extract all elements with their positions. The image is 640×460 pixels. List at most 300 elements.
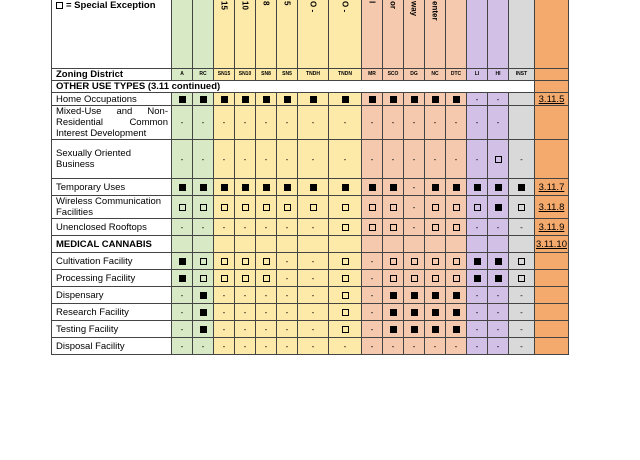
use-cell [404, 321, 425, 338]
use-label: Processing Facility [52, 270, 172, 287]
use-row [52, 236, 569, 253]
use-cell [256, 219, 277, 236]
reference-header [535, 0, 569, 69]
zoning-use-table [51, 0, 569, 355]
not-permitted-dash: - [201, 222, 205, 232]
use-cell [172, 196, 193, 219]
use-cell [446, 93, 467, 106]
use-cell [172, 321, 193, 338]
use-cell [214, 93, 235, 106]
use-cell [235, 338, 256, 355]
use-cell [277, 321, 298, 338]
not-permitted-dash: - [475, 290, 479, 300]
not-permitted-dash: - [311, 222, 315, 232]
use-label: Dispensary [52, 287, 172, 304]
not-permitted-dash: - [520, 290, 523, 300]
not-permitted-dash: - [243, 324, 247, 334]
not-permitted-dash: - [454, 154, 458, 164]
reference-cell [535, 304, 569, 321]
section-reference-link[interactable]: 3.11.9 [538, 221, 565, 233]
district-group-label: 8 [261, 1, 271, 6]
special-exception-symbol [284, 204, 291, 211]
district-group-label: way [409, 1, 419, 17]
reference-cell [535, 338, 569, 355]
use-cell [277, 93, 298, 106]
not-permitted-dash: - [475, 118, 479, 127]
not-permitted-dash: - [285, 118, 289, 127]
use-cell [446, 196, 467, 219]
district-code: MR [362, 69, 383, 81]
use-cell [362, 321, 383, 338]
permitted-symbol [453, 326, 460, 333]
district-group-label: O - [308, 1, 318, 13]
not-permitted-dash: - [243, 222, 247, 232]
use-cell [425, 338, 446, 355]
use-cell [214, 140, 235, 179]
permitted-symbol [369, 96, 376, 103]
not-permitted-dash: - [180, 222, 184, 232]
use-row [52, 196, 569, 219]
not-permitted-dash: - [264, 118, 268, 127]
use-cell [193, 338, 214, 355]
permitted-symbol [242, 96, 249, 103]
district-group-header [298, 0, 329, 69]
use-cell [193, 236, 214, 253]
use-cell [329, 304, 362, 321]
not-permitted-dash: - [433, 154, 437, 164]
use-cell [446, 140, 467, 179]
not-permitted-dash: - [311, 307, 315, 317]
zoning-district-row [52, 69, 569, 81]
use-cell [172, 219, 193, 236]
special-exception-symbol [432, 258, 439, 265]
use-cell [329, 236, 362, 253]
permitted-symbol [369, 184, 376, 191]
use-label: Sexually Oriented Business [52, 140, 172, 179]
special-exception-symbol [390, 258, 397, 265]
use-cell [214, 253, 235, 270]
use-cell [509, 304, 535, 321]
section-reference-link[interactable]: 3.11.7 [538, 181, 565, 193]
not-permitted-dash: - [370, 118, 374, 127]
use-cell [425, 304, 446, 321]
not-permitted-dash: - [343, 118, 347, 127]
section-reference-link[interactable]: 3.11.5 [538, 93, 565, 105]
use-cell [329, 338, 362, 355]
not-permitted-dash: - [180, 118, 184, 127]
special-exception-symbol [221, 275, 228, 282]
not-permitted-dash: - [264, 341, 268, 351]
district-group-header [214, 0, 235, 69]
not-permitted-dash: - [264, 154, 268, 164]
district-code: A [172, 69, 193, 81]
district-group-header [488, 0, 509, 69]
use-cell [214, 270, 235, 287]
not-permitted-dash: - [433, 341, 437, 351]
reference-cell [535, 219, 569, 236]
use-cell [425, 179, 446, 196]
permitted-symbol [179, 184, 186, 191]
use-cell [235, 219, 256, 236]
use-cell [362, 304, 383, 321]
not-permitted-dash: - [311, 341, 315, 351]
use-cell [509, 236, 535, 253]
not-permitted-dash: - [475, 324, 479, 334]
not-permitted-dash: - [180, 307, 184, 317]
use-cell [509, 93, 535, 106]
use-cell [467, 270, 488, 287]
not-permitted-dash: - [496, 307, 500, 317]
use-cell [298, 106, 329, 140]
legend-cell [52, 0, 172, 69]
use-cell [509, 253, 535, 270]
not-permitted-dash: - [180, 290, 184, 300]
use-cell [277, 304, 298, 321]
use-cell [446, 270, 467, 287]
not-permitted-dash: - [285, 154, 289, 164]
use-cell [467, 93, 488, 106]
not-permitted-dash: - [311, 324, 315, 334]
permitted-symbol [342, 96, 349, 103]
use-cell [425, 219, 446, 236]
not-permitted-dash: - [264, 307, 268, 317]
special-exception-symbol [390, 275, 397, 282]
permitted-symbol [432, 96, 439, 103]
use-label: MEDICAL CANNABIS [52, 236, 172, 253]
use-cell [467, 140, 488, 179]
special-exception-symbol [263, 275, 270, 282]
special-exception-symbol [221, 258, 228, 265]
use-cell [362, 236, 383, 253]
use-row [52, 140, 569, 179]
not-permitted-dash: - [243, 341, 247, 351]
use-cell [172, 253, 193, 270]
not-permitted-dash: - [370, 307, 374, 317]
use-cell [193, 253, 214, 270]
not-permitted-dash: - [496, 341, 500, 351]
special-exception-symbol [310, 204, 317, 211]
permitted-symbol [263, 184, 270, 191]
use-cell [383, 287, 404, 304]
use-cell [277, 236, 298, 253]
use-label: Research Facility [52, 304, 172, 321]
permitted-symbol [390, 326, 397, 333]
use-cell [277, 219, 298, 236]
not-permitted-dash: - [201, 154, 205, 164]
not-permitted-dash: - [496, 94, 500, 104]
use-cell [488, 196, 509, 219]
special-exception-symbol [242, 204, 249, 211]
permitted-symbol [495, 275, 502, 282]
use-cell [298, 179, 329, 196]
use-cell [362, 287, 383, 304]
not-permitted-dash: - [370, 154, 374, 164]
use-cell [383, 236, 404, 253]
use-cell [298, 304, 329, 321]
use-cell [488, 338, 509, 355]
header-group-row [52, 0, 569, 69]
not-permitted-dash: - [412, 154, 416, 164]
not-permitted-dash: - [311, 273, 315, 283]
use-cell [329, 106, 362, 140]
not-permitted-dash: - [412, 118, 416, 127]
not-permitted-dash: - [496, 222, 500, 232]
section-reference-link[interactable]: 3.11.10 [536, 238, 567, 250]
permitted-symbol [200, 184, 207, 191]
use-cell [277, 338, 298, 355]
district-code: SN15 [214, 69, 235, 81]
use-cell [467, 236, 488, 253]
special-exception-symbol [342, 204, 349, 211]
district-code: SN5 [277, 69, 298, 81]
permitted-symbol [453, 96, 460, 103]
special-exception-symbol [342, 309, 349, 316]
use-cell [277, 140, 298, 179]
permitted-symbol [390, 292, 397, 299]
not-permitted-dash: - [285, 222, 289, 232]
use-cell [329, 93, 362, 106]
permitted-symbol [411, 309, 418, 316]
permitted-symbol [453, 309, 460, 316]
not-permitted-dash: - [222, 290, 226, 300]
not-permitted-dash: - [370, 256, 374, 266]
reference-cell [535, 270, 569, 287]
not-permitted-dash: - [370, 341, 374, 351]
not-permitted-dash: - [454, 341, 458, 351]
use-cell [193, 321, 214, 338]
use-cell [446, 321, 467, 338]
not-permitted-dash: - [496, 118, 500, 127]
special-exception-symbol [263, 258, 270, 265]
not-permitted-dash: - [222, 324, 226, 334]
district-code: RC [193, 69, 214, 81]
not-permitted-dash: - [475, 154, 479, 164]
not-permitted-dash: - [343, 154, 347, 164]
district-group-label: enter [430, 1, 440, 21]
use-row [52, 338, 569, 355]
permitted-symbol [432, 309, 439, 316]
use-cell [467, 338, 488, 355]
use-cell [362, 219, 383, 236]
use-cell [329, 270, 362, 287]
use-cell [214, 219, 235, 236]
not-permitted-dash: - [222, 118, 226, 127]
use-cell [467, 253, 488, 270]
use-cell [256, 196, 277, 219]
use-cell [235, 140, 256, 179]
permitted-symbol [474, 275, 481, 282]
use-cell [362, 140, 383, 179]
not-permitted-dash: - [496, 290, 500, 300]
use-cell [362, 253, 383, 270]
use-cell [214, 236, 235, 253]
special-exception-symbol [453, 204, 460, 211]
reference-cell [535, 106, 569, 140]
permitted-symbol [263, 96, 270, 103]
not-permitted-dash: - [285, 256, 289, 266]
section-row [52, 81, 569, 93]
use-cell [256, 338, 277, 355]
use-cell [362, 106, 383, 140]
use-cell [235, 304, 256, 321]
use-cell [509, 179, 535, 196]
permitted-symbol [390, 309, 397, 316]
use-cell [256, 236, 277, 253]
use-cell [256, 106, 277, 140]
district-code: TNDN [329, 69, 362, 81]
use-cell [404, 93, 425, 106]
use-cell [404, 270, 425, 287]
special-exception-symbol [390, 224, 397, 231]
special-exception-symbol [518, 258, 525, 265]
special-exception-symbol [411, 275, 418, 282]
use-cell [467, 304, 488, 321]
district-code: DG [404, 69, 425, 81]
use-cell [467, 321, 488, 338]
use-cell [298, 338, 329, 355]
special-exception-symbol [369, 204, 376, 211]
use-cell [488, 140, 509, 179]
use-cell [193, 196, 214, 219]
use-cell [425, 196, 446, 219]
use-cell [298, 93, 329, 106]
special-exception-symbol [342, 224, 349, 231]
district-code: SN10 [235, 69, 256, 81]
permitted-symbol [221, 184, 228, 191]
use-cell [404, 304, 425, 321]
use-cell [509, 219, 535, 236]
not-permitted-dash: - [180, 154, 184, 164]
permitted-symbol [179, 275, 186, 282]
use-cell [488, 253, 509, 270]
use-row [52, 106, 569, 140]
not-permitted-dash: - [285, 273, 289, 283]
not-permitted-dash: - [412, 222, 416, 232]
district-group-label: or [388, 1, 398, 9]
special-exception-symbol [342, 292, 349, 299]
use-label: Disposal Facility [52, 338, 172, 355]
special-exception-symbol [453, 275, 460, 282]
use-label: Mixed-Use and Non-Residential Common Interest Development [52, 106, 172, 140]
reference-cell [535, 69, 569, 81]
legend-label: = Special Exception [66, 0, 156, 11]
permitted-symbol [390, 96, 397, 103]
permitted-symbol [432, 326, 439, 333]
use-cell [383, 321, 404, 338]
use-cell [488, 106, 509, 140]
use-cell [235, 321, 256, 338]
use-cell [362, 338, 383, 355]
use-cell [404, 287, 425, 304]
permitted-symbol [453, 184, 460, 191]
permitted-symbol [310, 96, 317, 103]
use-label: Testing Facility [52, 321, 172, 338]
district-group-header [235, 0, 256, 69]
use-cell [298, 196, 329, 219]
use-cell [214, 304, 235, 321]
use-cell [329, 321, 362, 338]
permitted-symbol [242, 184, 249, 191]
permitted-symbol [411, 326, 418, 333]
not-permitted-dash: - [412, 182, 416, 192]
permitted-symbol [432, 292, 439, 299]
permitted-symbol [200, 292, 207, 299]
permitted-symbol [179, 258, 186, 265]
special-exception-symbol [342, 326, 349, 333]
reference-cell [535, 81, 569, 93]
not-permitted-dash: - [370, 273, 374, 283]
use-cell [256, 304, 277, 321]
use-cell [329, 253, 362, 270]
use-cell [383, 93, 404, 106]
special-exception-symbol [200, 258, 207, 265]
use-cell [446, 219, 467, 236]
not-permitted-dash: - [311, 154, 315, 164]
special-exception-symbol [453, 224, 460, 231]
district-code: DTC [446, 69, 467, 81]
use-cell [467, 196, 488, 219]
use-cell [235, 287, 256, 304]
use-row [52, 253, 569, 270]
use-cell [425, 140, 446, 179]
use-cell [214, 106, 235, 140]
use-row [52, 321, 569, 338]
reference-cell [535, 140, 569, 179]
use-cell [277, 287, 298, 304]
not-permitted-dash: - [285, 341, 289, 351]
use-cell [488, 270, 509, 287]
use-cell [383, 219, 404, 236]
use-cell [404, 219, 425, 236]
use-cell [235, 270, 256, 287]
district-group-header [383, 0, 404, 69]
use-cell [329, 179, 362, 196]
special-exception-symbol [453, 258, 460, 265]
use-cell [235, 179, 256, 196]
not-permitted-dash: - [264, 324, 268, 334]
use-cell [425, 287, 446, 304]
use-cell [298, 219, 329, 236]
use-label: Cultivation Facility [52, 253, 172, 270]
use-cell [383, 270, 404, 287]
use-cell [404, 196, 425, 219]
special-exception-symbol [390, 204, 397, 211]
not-permitted-dash: - [520, 154, 523, 164]
use-cell [256, 253, 277, 270]
use-cell [256, 270, 277, 287]
reference-cell [535, 93, 569, 106]
not-permitted-dash: - [520, 324, 523, 334]
use-cell [488, 179, 509, 196]
use-cell [329, 287, 362, 304]
permitted-symbol [179, 96, 186, 103]
permitted-symbol [310, 184, 317, 191]
permitted-symbol [518, 184, 525, 191]
reference-cell [535, 253, 569, 270]
district-group-label: O - [340, 1, 350, 13]
not-permitted-dash: - [222, 341, 226, 351]
use-cell [467, 106, 488, 140]
not-permitted-dash: - [370, 290, 374, 300]
not-permitted-dash: - [222, 154, 226, 164]
permitted-symbol [495, 204, 502, 211]
not-permitted-dash: - [391, 154, 395, 164]
section-reference-link[interactable]: 3.11.8 [538, 201, 565, 213]
use-cell [298, 270, 329, 287]
district-code: SN8 [256, 69, 277, 81]
special-exception-symbol [432, 224, 439, 231]
permitted-symbol [495, 258, 502, 265]
